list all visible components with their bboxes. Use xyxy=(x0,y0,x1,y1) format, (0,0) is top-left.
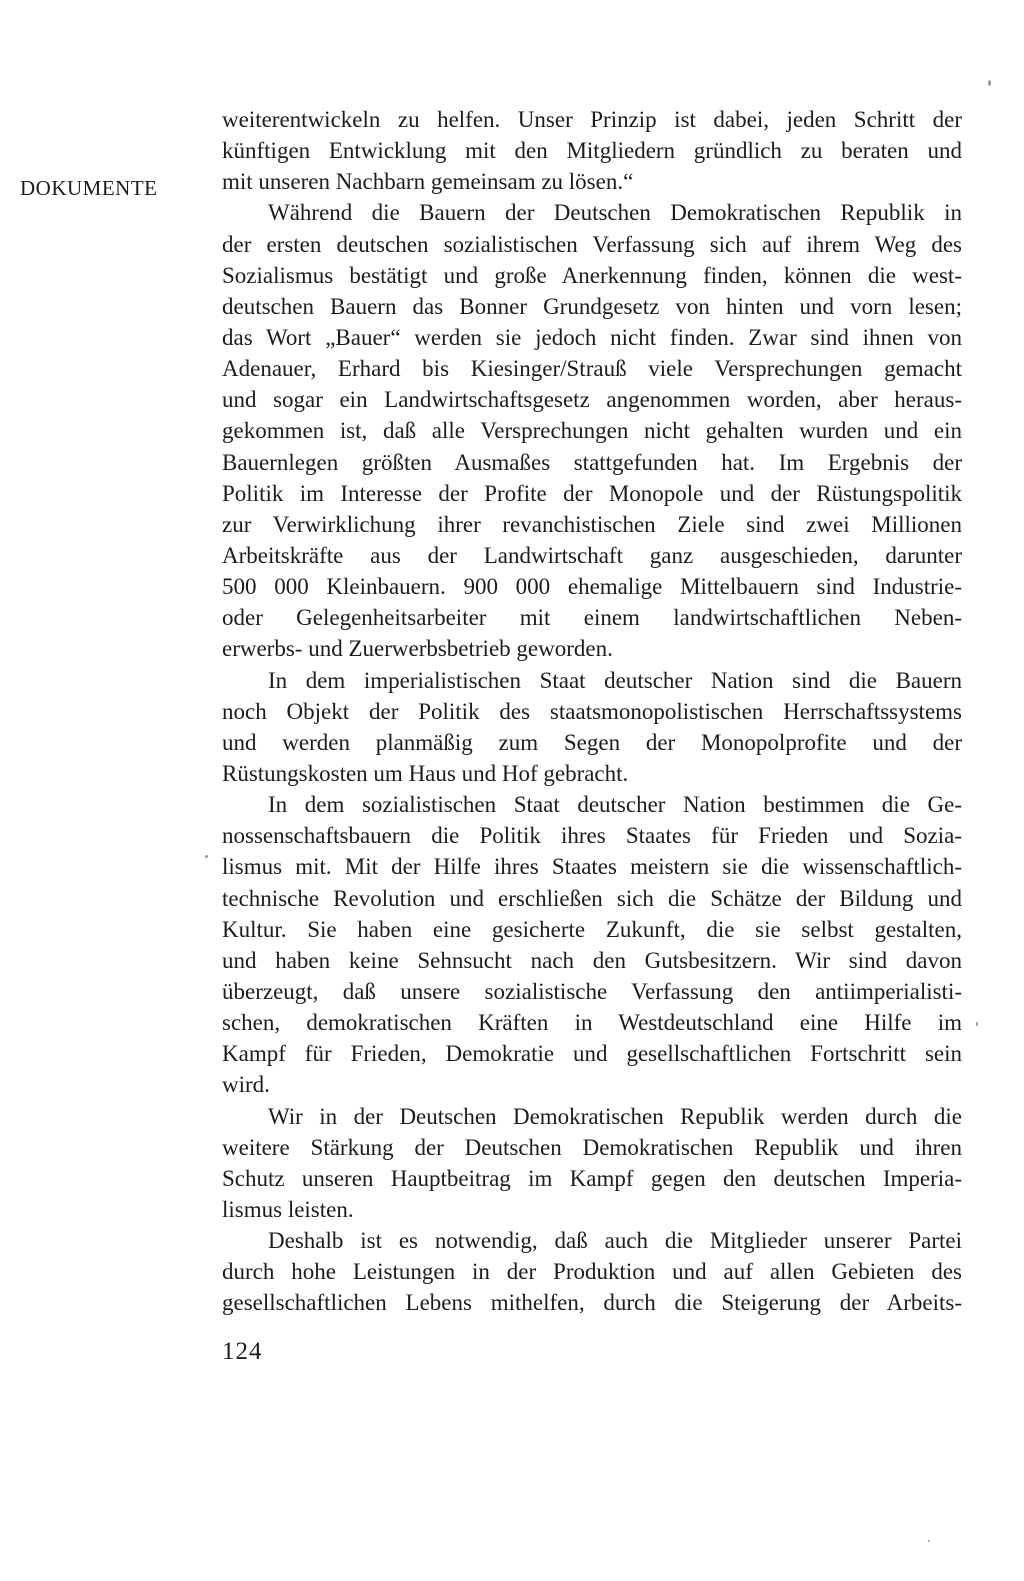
text-line: Kultur. Sie haben eine gesicherte Zukunft, die sie selbst gestalten, xyxy=(222,916,962,942)
text-line: Kampf für Frieden, Demokratie und gesellschaftlichen Fortschritt sein xyxy=(222,1041,962,1067)
text-line: das Wort „Bauer“ werden sie jedoch nicht finden. Zwar sind ihnen von xyxy=(222,324,962,350)
body-text xyxy=(222,104,962,1318)
text-line: In dem imperialistischen Staat deutscher Nation sind die Bauern xyxy=(268,667,962,693)
text-line: und haben keine Sehnsucht nach den Gutsbesitzern. Wir sind davon xyxy=(222,947,962,973)
text-line: gesellschaftlichen Lebens mithelfen, durch die Steigerung der Arbeits- xyxy=(222,1290,962,1316)
text-line: 500 000 Kleinbauern. 900 000 ehemalige Mittelbauern sind Industrie- xyxy=(222,574,962,600)
text-line: der ersten deutschen sozialistischen Verfassung sich auf ihrem Weg des xyxy=(222,231,962,257)
scan-speck xyxy=(988,80,991,86)
text-line: Adenauer, Erhard bis Kiesinger/Strauß viele Versprechungen gemacht xyxy=(222,356,962,382)
text-line: Wir in der Deutschen Demokratischen Republik werden durch die xyxy=(268,1103,962,1129)
text-line: Bauernlegen größten Ausmaßes stattgefunden hat. Im Ergebnis der xyxy=(222,449,962,475)
margin-label: DOKUMENTE xyxy=(20,176,158,200)
text-line: künftigen Entwicklung mit den Mitgliedern gründlich zu beraten und xyxy=(222,138,962,164)
text-line: nossenschaftsbauern die Politik ihres Staates für Frieden und Sozia- xyxy=(222,823,962,849)
text-line: weiterentwickeln zu helfen. Unser Prinzip ist dabei, jeden Schritt der xyxy=(222,107,962,132)
text-line: lismus leisten. xyxy=(222,1196,354,1222)
text-line: erwerbs- und Zuerwerbsbetrieb geworden. xyxy=(222,636,613,662)
text-line: überzeugt, daß unsere sozialistische Verfassung den antiimperialisti- xyxy=(222,978,962,1004)
text-line: schen, demokratischen Kräften in Westdeutschland eine Hilfe im xyxy=(222,1010,962,1036)
scan-speck xyxy=(205,855,208,858)
text-line: und sogar ein Landwirtschaftsgesetz angenommen worden, aber heraus- xyxy=(222,387,962,413)
text-line: Politik im Interesse der Profite der Monopole und der Rüstungspolitik xyxy=(222,480,962,506)
text-line: Während die Bauern der Deutschen Demokratischen Republik in xyxy=(268,200,962,226)
text-line: Deshalb ist es notwendig, daß auch die Mitglieder unserer Partei xyxy=(268,1228,962,1254)
text-line: und werden planmäßig zum Segen der Monopolprofite und der xyxy=(222,729,962,755)
text-line: mit unseren Nachbarn gemeinsam zu lösen.“ xyxy=(222,169,634,195)
text-line: gekommen ist, daß alle Versprechungen nicht gehalten wurden und ein xyxy=(222,418,962,444)
text-line: durch hohe Leistungen in der Produktion und auf allen Gebieten des xyxy=(222,1259,962,1285)
page-number: 124 xyxy=(222,1338,263,1365)
text-line: zur Verwirklichung ihrer revanchistischen Ziele sind zwei Millionen xyxy=(222,511,962,537)
scan-speck xyxy=(976,1022,978,1026)
text-line: noch Objekt der Politik des staatsmonopolistischen Herrschaftssystems xyxy=(222,698,962,724)
text-line: Schutz unseren Hauptbeitrag im Kampf gegen den deutschen Imperia- xyxy=(222,1165,962,1191)
text-line: Rüstungskosten um Haus und Hof gebracht. xyxy=(222,760,629,786)
text-line: technische Revolution und erschließen sich die Schätze der Bildung und xyxy=(222,885,962,911)
scan-speck xyxy=(928,1540,930,1542)
text-line: Arbeitskräfte aus der Landwirtschaft ganz ausgeschieden, darunter xyxy=(222,542,962,568)
text-line: oder Gelegenheitsarbeiter mit einem landwirtschaftlichen Neben- xyxy=(222,605,962,631)
text-line: weitere Stärkung der Deutschen Demokratischen Republik und ihren xyxy=(222,1134,962,1160)
text-line: deutschen Bauern das Bonner Grundgesetz von hinten und vorn lesen; xyxy=(222,293,962,319)
text-line: In dem sozialistischen Staat deutscher Nation bestimmen die Ge- xyxy=(268,792,962,818)
text-line: lismus mit. Mit der Hilfe ihres Staates meistern sie die wissenschaftlich- xyxy=(222,854,962,880)
text-line: Sozialismus bestätigt und große Anerkennung finden, können die west- xyxy=(222,262,962,288)
text-line: wird. xyxy=(222,1072,270,1098)
